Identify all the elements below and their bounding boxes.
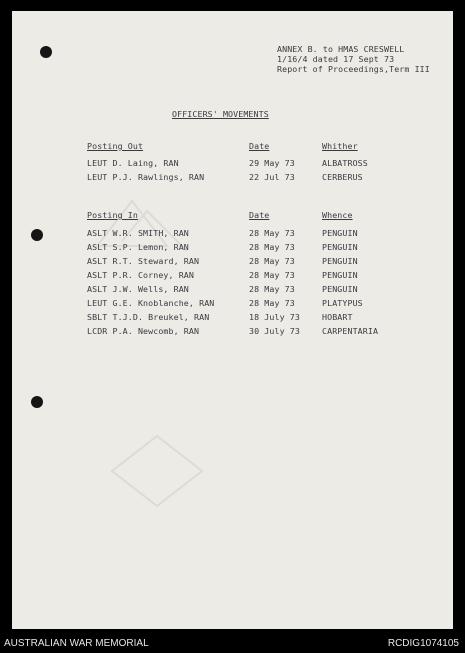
- archive-name: AUSTRALIAN WAR MEMORIAL: [4, 638, 149, 649]
- movement-date: 28 May 73: [249, 242, 295, 252]
- watermark-emblem-lower: [102, 431, 212, 511]
- posting-in-date-heading: Date: [249, 210, 270, 220]
- annex-line-1: ANNEX B. to HMAS CRESWELL: [277, 44, 405, 54]
- officer-name: ASLT R.T. Steward, RAN: [87, 256, 200, 266]
- posting-in-row: [12, 298, 453, 310]
- document-page: [12, 11, 453, 629]
- posting-in-row: [12, 326, 453, 338]
- origin: PENGUIN: [322, 284, 358, 294]
- origin: CARPENTARIA: [322, 326, 379, 336]
- posting-in-whence-heading: Whence: [322, 210, 353, 220]
- archive-reference: RCDIG1074105: [387, 638, 459, 649]
- annex-line-3: Report of Proceedings,Term III: [277, 64, 430, 74]
- officer-name: LCDR P.A. Newcomb, RAN: [87, 326, 200, 336]
- movement-date: 29 May 73: [249, 158, 295, 168]
- posting-in-heading: Posting In: [87, 210, 138, 220]
- officer-name: ASLT S.P. Lemon, RAN: [87, 242, 189, 252]
- posting-out-date-heading: Date: [249, 141, 270, 151]
- movement-date: 28 May 73: [249, 228, 295, 238]
- posting-in-row: [12, 270, 453, 282]
- posting-out-heading: Posting Out: [87, 141, 144, 151]
- officer-name: ASLT W.R. SMITH, RAN: [87, 228, 189, 238]
- posting-in-header-row: [12, 210, 453, 222]
- origin: PENGUIN: [322, 270, 358, 280]
- movement-date: 22 Jul 73: [249, 172, 295, 182]
- posting-in-row: [12, 284, 453, 296]
- origin: PENGUIN: [322, 242, 358, 252]
- officer-name: SBLT T.J.D. Breukel, RAN: [87, 312, 210, 322]
- origin: PENGUIN: [322, 256, 358, 266]
- destination: ALBATROSS: [322, 158, 368, 168]
- posting-in-row: [12, 242, 453, 254]
- posting-out-row: [12, 158, 453, 170]
- officer-name: ASLT J.W. Wells, RAN: [87, 284, 189, 294]
- destination: CERBERUS: [322, 172, 363, 182]
- movement-date: 28 May 73: [249, 256, 295, 266]
- officer-name: LEUT G.E. Knoblanche, RAN: [87, 298, 215, 308]
- officer-name: LEUT D. Laing, RAN: [87, 158, 179, 168]
- punch-hole-bottom: [31, 396, 43, 408]
- punch-hole-top: [40, 46, 52, 58]
- movement-date: 28 May 73: [249, 284, 295, 294]
- officer-name: ASLT P.R. Corney, RAN: [87, 270, 194, 280]
- posting-out-row: [12, 172, 453, 184]
- posting-in-row: [12, 228, 453, 240]
- annex-line-2: 1/16/4 dated 17 Sept 73: [277, 54, 395, 64]
- posting-in-row: [12, 312, 453, 324]
- posting-in-row: [12, 256, 453, 268]
- origin: PENGUIN: [322, 228, 358, 238]
- origin: HOBART: [322, 312, 353, 322]
- movement-date: 30 July 73: [249, 326, 300, 336]
- origin: PLATYPUS: [322, 298, 363, 308]
- movement-date: 28 May 73: [249, 270, 295, 280]
- officer-name: LEUT P.J. Rawlings, RAN: [87, 172, 205, 182]
- page-title: OFFICERS' MOVEMENTS: [172, 109, 269, 119]
- posting-out-whither-heading: Whither: [322, 141, 358, 151]
- archive-footer: [0, 633, 465, 653]
- movement-date: 18 July 73: [249, 312, 300, 322]
- posting-out-header-row: [12, 141, 453, 153]
- movement-date: 28 May 73: [249, 298, 295, 308]
